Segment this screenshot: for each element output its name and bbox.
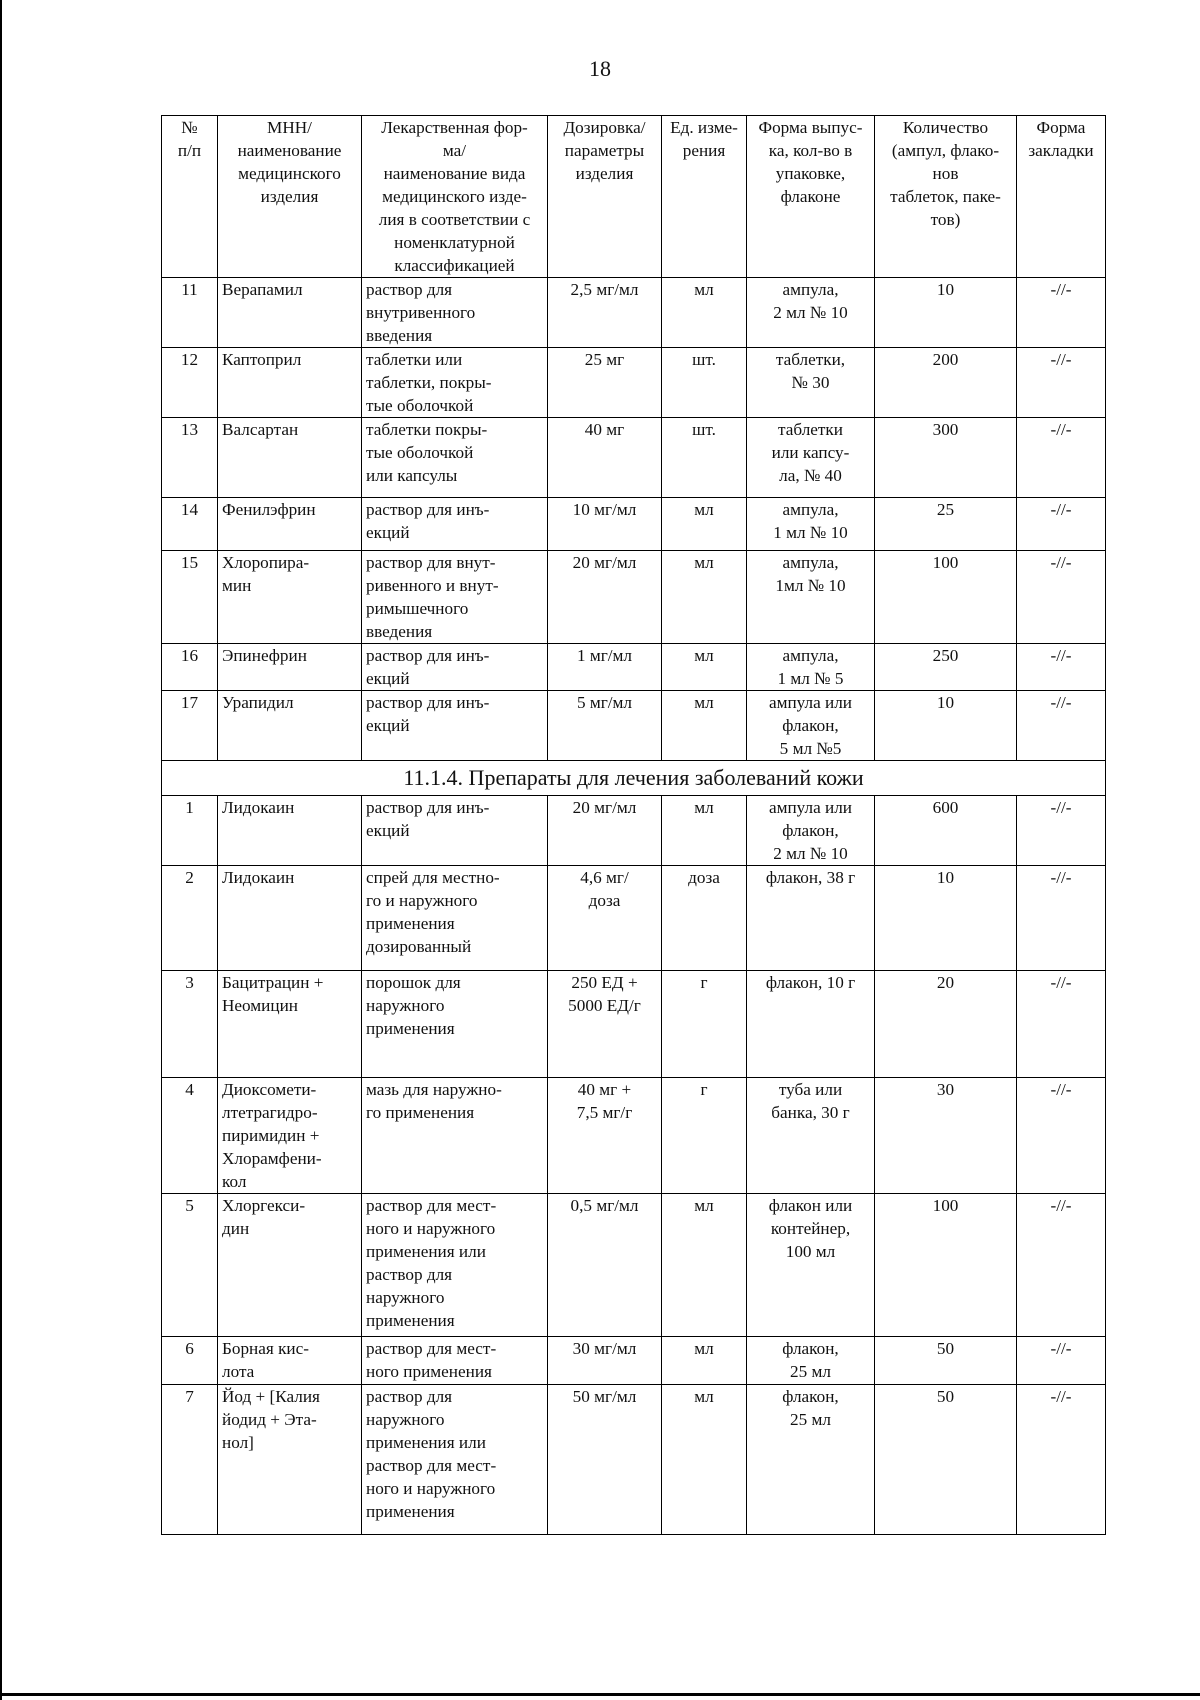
table-row	[162, 278, 1106, 348]
column-header-dose	[548, 116, 662, 278]
column-header-pack	[747, 116, 875, 278]
cell-dose-line: 4,6 мг/	[580, 868, 629, 887]
column-header-qty	[875, 116, 1017, 278]
cell-form	[362, 644, 548, 691]
cell-name	[218, 1078, 362, 1194]
cell-dose-line: 5 мг/мл	[576, 693, 633, 712]
cell-pack-line: ла, № 40	[779, 466, 842, 485]
cell-num: 12	[162, 348, 218, 418]
cell-unit: шт.	[662, 348, 747, 418]
cell-form-line: екций	[366, 523, 410, 542]
cell-form-line: внутривенного	[366, 303, 476, 322]
cell-pack-line: ампула,	[782, 500, 839, 519]
cell-name-line: нол]	[222, 1433, 254, 1452]
cell-unit: мл	[662, 498, 747, 551]
cell-dose	[548, 1194, 662, 1337]
cell-num: 15	[162, 551, 218, 644]
cell-qty: 10	[875, 278, 1017, 348]
cell-dose	[548, 796, 662, 866]
table-row	[162, 498, 1106, 551]
cell-dose-line: 40 мг +	[577, 1080, 632, 1099]
cell-unit: мл	[662, 551, 747, 644]
cell-name-line: пиримидин +	[222, 1126, 320, 1145]
column-header-line: изделия	[575, 164, 634, 183]
column-header-name	[218, 116, 362, 278]
column-header-line: МНН/	[267, 118, 312, 137]
cell-form-line: екций	[366, 669, 410, 688]
cell-mark: -//-	[1017, 971, 1106, 1078]
cell-dose	[548, 1385, 662, 1535]
cell-pack-line: флакон,	[782, 821, 839, 840]
cell-name	[218, 1194, 362, 1337]
cell-name-line: Верапамил	[222, 280, 303, 299]
cell-name	[218, 644, 362, 691]
cell-pack-line: 1мл № 10	[775, 576, 846, 595]
cell-pack	[747, 1194, 875, 1337]
column-header-line: закладки	[1028, 141, 1094, 160]
cell-dose	[548, 348, 662, 418]
cell-mark: -//-	[1017, 1194, 1106, 1337]
cell-form-line: го применения	[366, 1103, 475, 1122]
cell-form-line: го и наружного	[366, 891, 478, 910]
column-header-num	[162, 116, 218, 278]
cell-unit: г	[662, 971, 747, 1078]
cell-num: 14	[162, 498, 218, 551]
cell-form-line: наружного	[366, 1288, 445, 1307]
cell-form	[362, 971, 548, 1078]
cell-name-line: Валсартан	[222, 420, 299, 439]
cell-name	[218, 971, 362, 1078]
cell-pack	[747, 418, 875, 498]
cell-name-line: Йод + [Калия	[222, 1387, 320, 1406]
cell-pack-line: 25 мл	[790, 1410, 831, 1429]
column-header-line: наименование вида	[383, 164, 526, 183]
column-header-line: (ампул, флако-	[891, 141, 1000, 160]
cell-unit: шт.	[662, 418, 747, 498]
cell-unit: г	[662, 1078, 747, 1194]
cell-pack	[747, 278, 875, 348]
cell-mark: -//-	[1017, 691, 1106, 761]
cell-form-line: применения или	[366, 1433, 486, 1452]
cell-pack-line: 5 мл №5	[779, 739, 842, 758]
cell-pack	[747, 1337, 875, 1385]
column-header-line: Лекарственная фор-	[381, 118, 528, 137]
cell-name-line: Хлорамфени-	[222, 1149, 322, 1168]
cell-pack-line: флакон, 38 г	[765, 868, 856, 887]
column-header-line: Ед. изме-	[670, 118, 738, 137]
cell-dose-line: 30 мг/мл	[572, 1339, 637, 1358]
cell-name	[218, 1337, 362, 1385]
table-header-row	[162, 116, 1106, 278]
cell-form-line: раствор для	[366, 280, 453, 299]
cell-unit: мл	[662, 278, 747, 348]
column-header-line: медицинского	[238, 164, 341, 183]
cell-num: 13	[162, 418, 218, 498]
cell-mark: -//-	[1017, 1078, 1106, 1194]
cell-name	[218, 498, 362, 551]
cell-qty: 100	[875, 551, 1017, 644]
cell-num: 11	[162, 278, 218, 348]
cell-name-line: Неомицин	[222, 996, 298, 1015]
cell-form	[362, 1385, 548, 1535]
cell-form-line: раствор для инъ-	[366, 693, 490, 712]
cell-num: 5	[162, 1194, 218, 1337]
cell-form-line: екций	[366, 716, 410, 735]
table-row	[162, 1194, 1106, 1337]
table-body	[162, 278, 1106, 1535]
column-header-line: классификацией	[394, 256, 515, 275]
cell-dose	[548, 1337, 662, 1385]
column-header-line: №	[181, 118, 198, 137]
cell-qty: 50	[875, 1337, 1017, 1385]
cell-pack-line: 25 мл	[790, 1362, 831, 1381]
column-header-line: лия в соответствии с	[378, 210, 531, 229]
column-header-line: рения	[682, 141, 726, 160]
cell-form-line: применения	[366, 1019, 455, 1038]
cell-form-line: ного применения	[366, 1362, 492, 1381]
cell-pack-line: таблетки,	[775, 350, 846, 369]
cell-mark: -//-	[1017, 866, 1106, 971]
cell-pack-line: ампула или	[768, 798, 853, 817]
column-header-line: параметры	[564, 141, 645, 160]
table-row	[162, 796, 1106, 866]
cell-pack-line: флакон,	[782, 1339, 839, 1358]
cell-dose-line: 20 мг/мл	[572, 798, 637, 817]
cell-dose-line: 25 мг	[584, 350, 625, 369]
cell-mark: -//-	[1017, 278, 1106, 348]
cell-form-line: таблетки покры-	[366, 420, 488, 439]
cell-dose-line: 20 мг/мл	[572, 553, 637, 572]
cell-pack-line: ампула,	[782, 646, 839, 665]
cell-pack	[747, 498, 875, 551]
cell-form	[362, 1337, 548, 1385]
cell-dose-line: 2,5 мг/мл	[570, 280, 639, 299]
cell-mark: -//-	[1017, 1337, 1106, 1385]
column-header-line: номенклатурной	[394, 233, 515, 252]
column-header-mark	[1017, 116, 1106, 278]
column-header-line: медицинского изде-	[382, 187, 527, 206]
cell-pack-line: флакон, 10 г	[765, 973, 856, 992]
cell-num: 7	[162, 1385, 218, 1535]
table-row	[162, 644, 1106, 691]
cell-form-line: раствор для мест-	[366, 1196, 497, 1215]
column-header-line: нов	[932, 164, 959, 183]
column-header-form	[362, 116, 548, 278]
cell-pack-line: флакон,	[782, 1387, 839, 1406]
cell-pack	[747, 551, 875, 644]
cell-form	[362, 691, 548, 761]
column-header-line: тов)	[930, 210, 961, 229]
cell-form-line: наружного	[366, 996, 445, 1015]
cell-qty: 300	[875, 418, 1017, 498]
column-header-line: ка, кол-во в	[768, 141, 853, 160]
cell-pack-line: флакон или	[768, 1196, 853, 1215]
column-header-line: флаконе	[780, 187, 841, 206]
cell-form-line: или капсулы	[366, 466, 458, 485]
cell-pack	[747, 796, 875, 866]
cell-form	[362, 1078, 548, 1194]
column-header-line: таблеток, паке-	[890, 187, 1001, 206]
cell-name	[218, 691, 362, 761]
cell-unit: мл	[662, 1194, 747, 1337]
cell-pack-line: 100 мл	[785, 1242, 836, 1261]
cell-name-line: йодид + Эта-	[222, 1410, 317, 1429]
cell-pack-line: туба или	[778, 1080, 843, 1099]
column-header-unit	[662, 116, 747, 278]
table-row	[162, 551, 1106, 644]
cell-qty: 50	[875, 1385, 1017, 1535]
cell-qty: 30	[875, 1078, 1017, 1194]
cell-form-line: наружного	[366, 1410, 445, 1429]
cell-form	[362, 1194, 548, 1337]
cell-dose-line: 250 ЕД +	[571, 973, 638, 992]
cell-mark: -//-	[1017, 551, 1106, 644]
cell-form-line: применения	[366, 914, 455, 933]
cell-form-line: раствор для мест-	[366, 1456, 497, 1475]
cell-qty: 200	[875, 348, 1017, 418]
cell-name	[218, 1385, 362, 1535]
cell-pack	[747, 866, 875, 971]
cell-pack	[747, 691, 875, 761]
cell-form-line: екций	[366, 821, 410, 840]
cell-num: 2	[162, 866, 218, 971]
scan-bottom-edge	[0, 1693, 1200, 1696]
cell-pack-line: ампула,	[782, 553, 839, 572]
page-number: 18	[589, 56, 611, 81]
cell-mark: -//-	[1017, 1385, 1106, 1535]
cell-dose	[548, 551, 662, 644]
cell-name	[218, 278, 362, 348]
table-row	[162, 691, 1106, 761]
cell-name-line: Эпинефрин	[222, 646, 307, 665]
cell-name-line: Лидокаин	[222, 798, 295, 817]
cell-form-line: тые оболочкой	[366, 396, 474, 415]
cell-form	[362, 551, 548, 644]
cell-unit: мл	[662, 796, 747, 866]
cell-form-line: таблетки, покры-	[366, 373, 492, 392]
cell-dose-line: 5000 ЕД/г	[568, 996, 641, 1015]
cell-form-line: раствор для внут-	[366, 553, 496, 572]
cell-dose	[548, 1078, 662, 1194]
column-header-line: наименование	[237, 141, 342, 160]
cell-form-line: раствор для инъ-	[366, 646, 490, 665]
cell-mark: -//-	[1017, 498, 1106, 551]
column-header-line: упаковке,	[775, 164, 846, 183]
column-header-line: ма/	[442, 141, 467, 160]
cell-name-line: Урапидил	[222, 693, 294, 712]
cell-form-line: применения	[366, 1311, 455, 1330]
cell-form-line: ного и наружного	[366, 1479, 496, 1498]
cell-name-line: лтетрагидро-	[222, 1103, 318, 1122]
cell-name-line: Фенилэфрин	[222, 500, 316, 519]
cell-form-line: раствор для	[366, 1265, 453, 1284]
cell-dose-line: 7,5 мг/г	[576, 1103, 633, 1122]
cell-form-line: мазь для наружно-	[366, 1080, 502, 1099]
cell-pack	[747, 971, 875, 1078]
cell-unit: мл	[662, 1337, 747, 1385]
cell-form-line: дозированный	[366, 937, 472, 956]
cell-qty: 600	[875, 796, 1017, 866]
table-row	[162, 1337, 1106, 1385]
cell-mark: -//-	[1017, 348, 1106, 418]
column-header-line: изделия	[260, 187, 319, 206]
cell-num: 6	[162, 1337, 218, 1385]
cell-dose	[548, 278, 662, 348]
cell-name-line: мин	[222, 576, 252, 595]
scan-left-edge	[0, 0, 2, 1700]
cell-dose	[548, 498, 662, 551]
cell-mark: -//-	[1017, 418, 1106, 498]
cell-form-line: введения	[366, 622, 433, 641]
medication-table	[161, 115, 1106, 1535]
table-row	[162, 418, 1106, 498]
cell-dose-line: доза	[588, 891, 621, 910]
cell-name-line: лота	[222, 1362, 255, 1381]
cell-form-line: введения	[366, 326, 433, 345]
table-row	[162, 1385, 1106, 1535]
cell-form-line: раствор для инъ-	[366, 798, 490, 817]
cell-pack	[747, 348, 875, 418]
cell-name	[218, 551, 362, 644]
cell-form	[362, 498, 548, 551]
cell-name-line: Бацитрацин +	[222, 973, 324, 992]
column-header-line: Количество	[902, 118, 989, 137]
cell-form	[362, 278, 548, 348]
cell-form-line: тые оболочкой	[366, 443, 474, 462]
cell-num: 3	[162, 971, 218, 1078]
cell-pack-line: 1 мл № 5	[777, 669, 844, 688]
cell-num: 1	[162, 796, 218, 866]
cell-pack	[747, 1078, 875, 1194]
column-header-line: Форма выпус-	[758, 118, 863, 137]
cell-unit: доза	[662, 866, 747, 971]
column-header-line: Форма	[1036, 118, 1086, 137]
cell-num: 16	[162, 644, 218, 691]
cell-pack-line: ампула или	[768, 693, 853, 712]
column-header-line: п/п	[177, 141, 202, 160]
cell-name	[218, 418, 362, 498]
cell-dose-line: 10 мг/мл	[572, 500, 637, 519]
cell-form	[362, 796, 548, 866]
cell-unit: мл	[662, 1385, 747, 1535]
cell-qty: 10	[875, 691, 1017, 761]
section-row	[162, 761, 1106, 796]
cell-form-line: порошок для	[366, 973, 461, 992]
table-row	[162, 971, 1106, 1078]
cell-pack-line: таблетки	[778, 420, 843, 439]
cell-pack-line: флакон,	[782, 716, 839, 735]
cell-name	[218, 796, 362, 866]
cell-pack-line: или капсу-	[771, 443, 850, 462]
cell-pack-line: ампула,	[782, 280, 839, 299]
cell-form-line: раствор для мест-	[366, 1339, 497, 1358]
cell-form-line: ного и наружного	[366, 1219, 496, 1238]
cell-mark: -//-	[1017, 796, 1106, 866]
cell-unit: мл	[662, 691, 747, 761]
cell-name	[218, 866, 362, 971]
cell-dose-line: 50 мг/мл	[572, 1387, 637, 1406]
cell-pack	[747, 644, 875, 691]
cell-num: 17	[162, 691, 218, 761]
section-title: 11.1.4. Препараты для лечения заболеваний кожи	[162, 761, 1106, 796]
cell-name-line: Диоксомети-	[222, 1080, 317, 1099]
cell-qty: 25	[875, 498, 1017, 551]
cell-pack-line: № 30	[791, 373, 830, 392]
cell-dose	[548, 691, 662, 761]
cell-form-line: раствор для	[366, 1387, 453, 1406]
cell-dose-line: 40 мг	[584, 420, 625, 439]
table-row	[162, 348, 1106, 418]
cell-num: 4	[162, 1078, 218, 1194]
cell-pack-line: контейнер,	[770, 1219, 851, 1238]
cell-pack	[747, 1385, 875, 1535]
cell-qty: 100	[875, 1194, 1017, 1337]
cell-name-line: Борная кис-	[222, 1339, 309, 1358]
cell-name-line: дин	[222, 1219, 250, 1238]
cell-dose	[548, 971, 662, 1078]
cell-pack-line: 2 мл № 10	[773, 303, 848, 322]
cell-unit: мл	[662, 644, 747, 691]
cell-form	[362, 866, 548, 971]
cell-name	[218, 348, 362, 418]
cell-name-line: кол	[222, 1172, 247, 1191]
cell-pack-line: 1 мл № 10	[773, 523, 848, 542]
cell-form	[362, 348, 548, 418]
cell-qty: 250	[875, 644, 1017, 691]
cell-dose-line: 1 мг/мл	[576, 646, 633, 665]
cell-form-line: раствор для инъ-	[366, 500, 490, 519]
cell-name-line: Каптоприл	[222, 350, 302, 369]
column-header-line: Дозировка/	[563, 118, 646, 137]
table-row	[162, 1078, 1106, 1194]
cell-pack-line: 2 мл № 10	[773, 844, 848, 863]
table-row	[162, 866, 1106, 971]
cell-name-line: Хлоропира-	[222, 553, 310, 572]
cell-form-line: таблетки или	[366, 350, 463, 369]
cell-name-line: Лидокаин	[222, 868, 295, 887]
cell-dose	[548, 866, 662, 971]
cell-form-line: ривенного и внут-	[366, 576, 499, 595]
cell-dose	[548, 644, 662, 691]
cell-qty: 20	[875, 971, 1017, 1078]
cell-name-line: Хлоргекси-	[222, 1196, 306, 1215]
cell-mark: -//-	[1017, 644, 1106, 691]
cell-form-line: применения	[366, 1502, 455, 1521]
cell-form-line: спрей для местно-	[366, 868, 500, 887]
cell-form-line: римышечного	[366, 599, 469, 618]
cell-form	[362, 418, 548, 498]
cell-form-line: применения или	[366, 1242, 486, 1261]
cell-pack-line: банка, 30 г	[771, 1103, 850, 1122]
cell-qty: 10	[875, 866, 1017, 971]
cell-dose-line: 0,5 мг/мл	[570, 1196, 639, 1215]
cell-dose	[548, 418, 662, 498]
